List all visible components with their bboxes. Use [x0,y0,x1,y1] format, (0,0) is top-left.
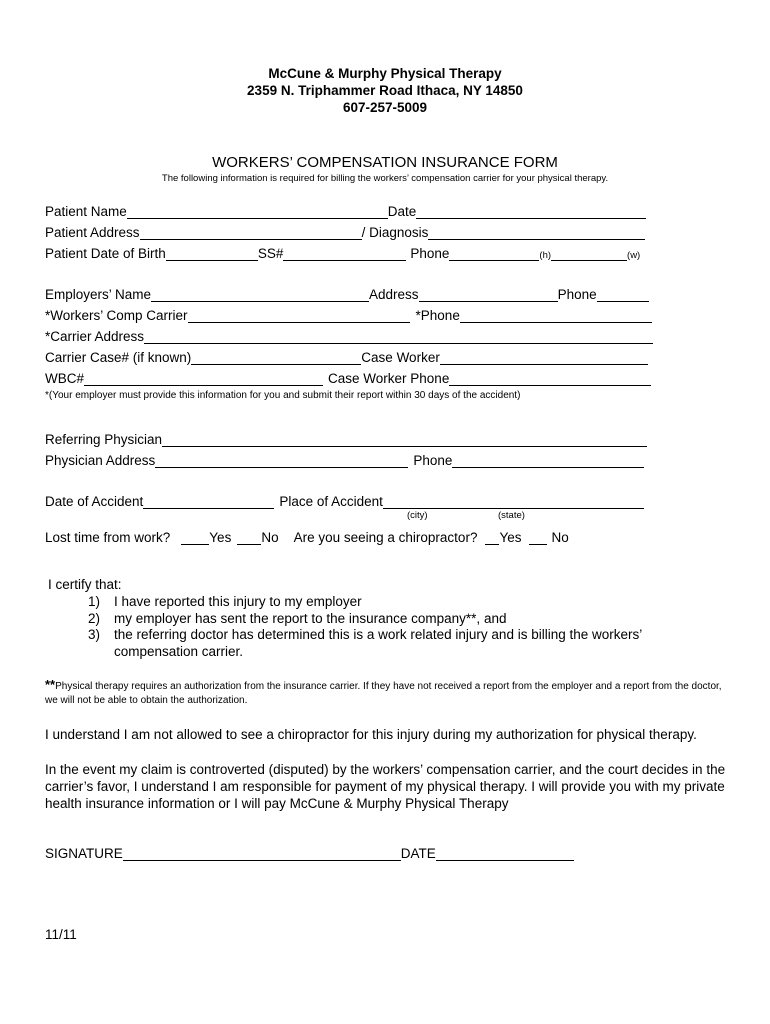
signature-label: SIGNATURE [45,846,123,861]
patient-dob-row [45,243,640,261]
carrier-case-label: Carrier Case# (if known) [45,350,192,365]
signature-date-label: DATE [400,846,436,861]
phone-label: Phone [410,246,450,261]
practice-name: McCune & Murphy Physical Therapy [268,66,502,81]
employer-address-label: Address [369,287,419,302]
date-of-accident-field[interactable] [143,494,274,509]
lost-time-no-label: No [261,530,279,545]
list-item-number: 1) [88,594,101,609]
wbc-field[interactable] [84,371,323,386]
employer-address-field[interactable] [419,287,558,302]
list-item [88,611,642,628]
lost-time-row [45,527,569,545]
wbc-label: WBC# [45,371,85,386]
revision-date: 11/11 [45,927,77,942]
ss-field[interactable] [283,246,406,261]
work-phone-field[interactable] [551,246,627,261]
home-label: (h) [539,250,552,261]
referring-physician-field[interactable] [162,432,647,447]
place-of-accident-field[interactable] [383,494,644,509]
list-item-text-continued: compensation carrier. [114,643,244,659]
physician-address-row [45,450,644,468]
list-item [88,627,642,644]
carrier-phone-field[interactable] [460,308,652,323]
patient-address-field[interactable] [140,225,362,240]
signature-date-field[interactable] [436,846,574,861]
work-label: (w) [627,250,641,261]
carrier-address-label: *Carrier Address [45,329,145,344]
referring-physician-label: Referring Physician [45,432,163,447]
lost-time-yes-label: Yes [209,530,232,545]
patient-name-row [45,201,646,219]
lost-time-no-field[interactable] [237,530,261,545]
workers-comp-carrier-label: *Workers’ Comp Carrier [45,308,188,323]
date-field[interactable] [416,204,646,219]
carrier-case-field[interactable] [191,350,361,365]
patient-dob-field[interactable] [166,246,258,261]
signature-field[interactable] [123,846,401,861]
carrier-row [45,305,652,323]
employer-note: *(Your employer must provide this information for you and submit their report within 30 days of the accident) [45,390,521,401]
patient-name-field[interactable] [127,204,388,219]
carrier-address-row [45,326,653,344]
chiropractor-question: Are you seeing a chiropractor? [293,530,478,545]
lost-time-yes-field[interactable] [181,530,209,545]
employers-name-label: Employers’ Name [45,287,152,302]
patient-address-label: Patient Address [45,225,140,240]
case-worker-phone-label: Case Worker Phone [328,371,450,386]
carrier-phone-label: *Phone [415,308,460,323]
authorization-note [45,678,725,708]
state-label: (state) [498,510,525,521]
ss-label: SS# [257,246,284,261]
carrier-case-row [45,347,648,365]
signature-row [45,843,574,861]
city-label: (city) [407,510,428,521]
diagnosis-label: / Diagnosis [361,225,429,240]
wbc-row [45,368,651,386]
employer-phone-field[interactable] [597,287,649,302]
practice-address: 2359 N. Triphammer Road Ithaca, NY 14850 [247,83,523,98]
patient-name-label: Patient Name [45,204,127,219]
list-item-number: 3) [88,627,101,642]
physician-phone-label: Phone [413,453,453,468]
case-worker-label: Case Worker [361,350,440,365]
chiropractor-no-label: No [551,530,569,545]
list-item-text: the referring doctor has determined this is a work related injury and is billing the workers’ [114,627,643,642]
certify-list [88,594,642,660]
certify-intro: I certify that: [48,577,122,592]
employer-phone-label: Phone [557,287,597,302]
employers-name-field[interactable] [151,287,369,302]
form-title: WORKERS’ COMPENSATION INSURANCE FORM [212,154,558,171]
accident-row [45,491,644,509]
list-item [88,644,642,661]
practice-phone: 607-257-5009 [342,100,428,115]
controverted-statement: In the event my claim is controverted (disputed) by the workers’ compensation carrier, and the court decides in the carrier’s favor, I understand I am responsible for payment of my physical therapy. I will provide you with my private health insurance information or I will pay McCune & Murphy Physical Therapy [45,762,726,811]
home-phone-field[interactable] [449,246,539,261]
diagnosis-field[interactable] [428,225,645,240]
chiropractor-no-field[interactable] [529,530,547,545]
list-item-text: I have reported this injury to my employer [114,594,362,609]
chiropractor-statement: I understand I am not allowed to see a chiropractor for this injury during my authorization for physical therapy. [45,727,697,742]
carrier-address-field[interactable] [144,329,653,344]
referring-physician-row [45,429,647,447]
case-worker-field[interactable] [440,350,648,365]
date-of-accident-label: Date of Accident [45,494,144,509]
double-asterisk: ** [45,677,56,692]
authorization-note-text: Physical therapy requires an authorization from the insurance carrier. If they have not received a report from the employer and a report from the doctor, we will not be able to obtain the authorization. [45,681,722,706]
chiropractor-yes-label: Yes [499,530,522,545]
patient-dob-label: Patient Date of Birth [45,246,166,261]
list-item [88,594,642,611]
workers-comp-carrier-field[interactable] [188,308,410,323]
place-of-accident-label: Place of Accident [279,494,383,509]
list-item-number: 2) [88,610,101,626]
chiropractor-yes-field[interactable] [485,530,499,545]
date-label: Date [387,204,417,219]
patient-address-row [45,222,645,240]
form-subtitle: The following information is required for billing the workers’ compensation carrier for your physical therapy. [161,173,609,184]
lost-time-label: Lost time from work? [45,530,171,545]
list-item-text: my employer has sent the report to the insurance company**, and [114,610,507,626]
physician-address-field[interactable] [155,453,408,468]
physician-phone-field[interactable] [452,453,644,468]
case-worker-phone-field[interactable] [449,371,651,386]
employer-row [45,284,649,302]
physician-address-label: Physician Address [45,453,156,468]
